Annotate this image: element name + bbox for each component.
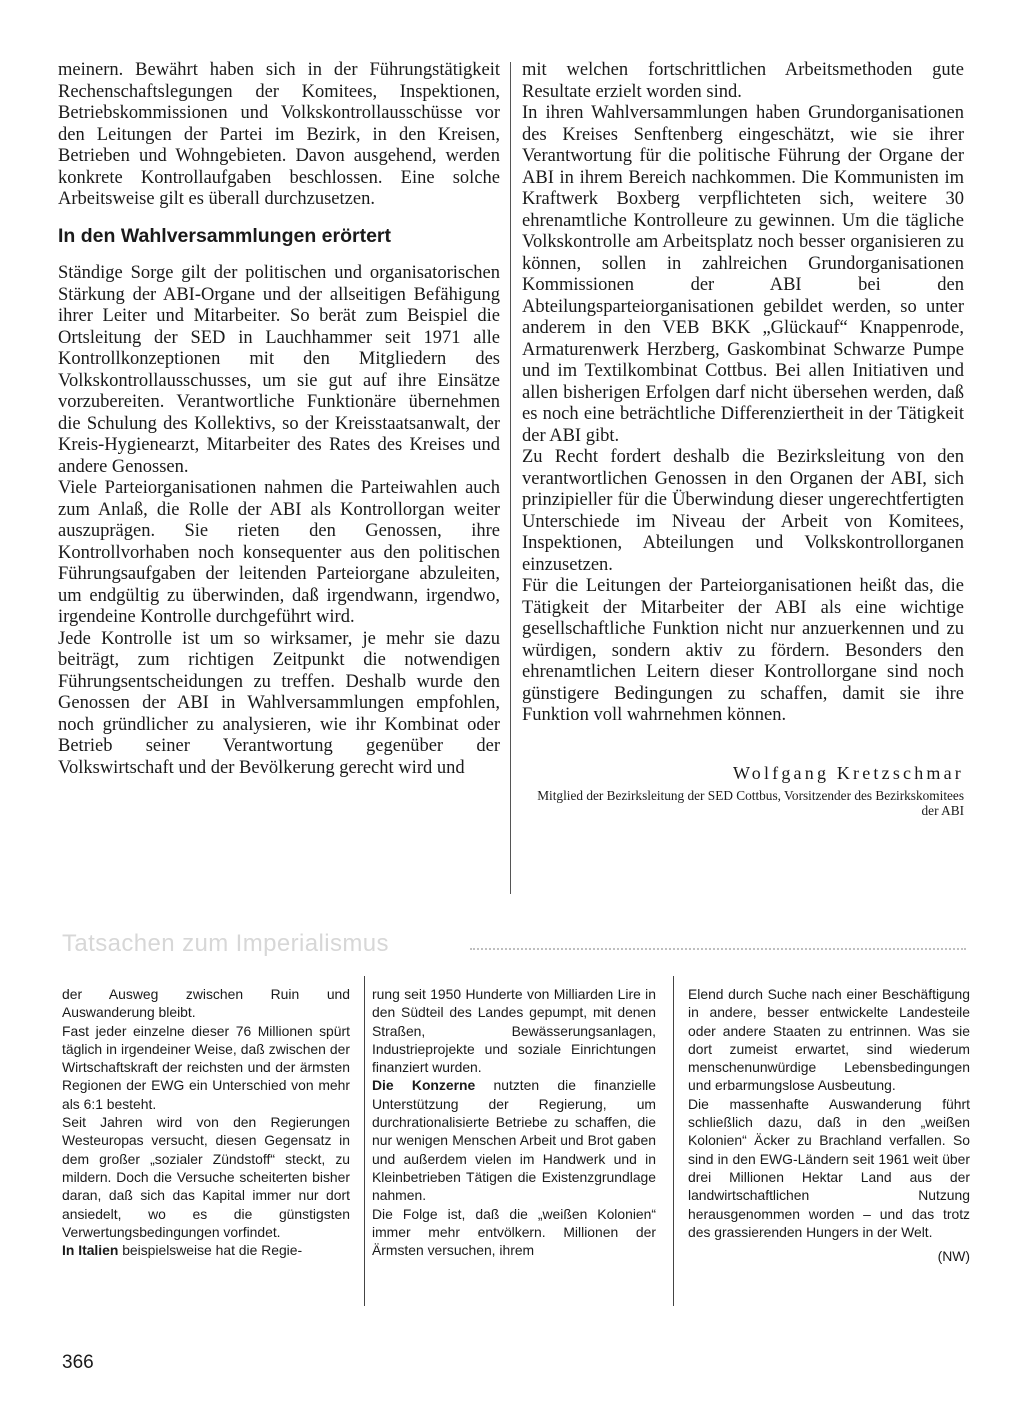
paragraph-text: beispielsweise hat die Regie- [118, 1242, 303, 1259]
paragraph [62, 1241, 350, 1259]
sidebar-column-1 [62, 985, 350, 1259]
paragraph-text: nutzten die finanzielle Unterstützung der Regierung, um durchrationalisierte Betriebe zu schaffen, die nur wenigen Menschen Arbeit und Brot gaben und außerdem vielen im Handwerk und in Kleinbetrieben Tätigen die Existenzgrundlage nahmen. [372, 1077, 656, 1204]
article-right-column [522, 60, 964, 818]
source-tag: (NW) [937, 1248, 970, 1265]
paragraph: rung seit 1950 Hunderte von Milliarden Lire in den Südteil des Landes gepumpt, mit denen Straßen, Bewässerungsanlagen, Industrieprojekte und soziale Einrichtungen finanziert wurden. [372, 986, 656, 1076]
paragraph: Die massenhafte Auswanderung führt schließlich dazu, daß in den „weißen Kolonien“ Äcker zu Brachland verfallen. So sind in den EWG-Ländern seit 1961 weit über drei Millionen Hektar Land aus der landwirtschaftlichen Nutzung herausgenommen worden – und das trotz des grassierenden Hungers in der Welt. [688, 1095, 970, 1240]
heading-rule [470, 948, 966, 950]
sidebar-column-3 [688, 985, 970, 1265]
column-divider [510, 62, 511, 894]
paragraph: Viele Parteiorganisationen nahmen die Parteiwahlen auch zum Anlaß, die Rolle der ABI als Kontrollorgan weiter auszuprägen. Sie rieten den Genossen, ihre Kontrollvorhaben noch konsequenter aus den politischen Führungsaufgaben der leitenden Parteiorgane abzuleiten, um endgültig zu überwinden, daß irgendwann, irgendwo, irgendeine Kontrolle durchgeführt wird. [58, 478, 500, 627]
paragraph: Für die Leitungen der Parteiorganisationen heißt das, die Tätigkeit der Mitarbeiter der ABI als eine wichtige gesellschaftliche Funktion nicht nur anzuerkennen und zu würdigen, sondern aktiv zu fördern. Besonders den ehrenamtlichen Leitern dieser Kontrollorgane sind noch günstigere Bedingungen zu schaffen, damit sie ihre Funktion voll wahrnehmen können. [522, 576, 964, 725]
paragraph: Ständige Sorge gilt der politischen und organisatorischen Stärkung der ABI-Organe und der allseitigen Befähigung ihrer Leiter und Mitarbeiter. So berät zum Beispiel die Ortsleitung der SED in Lauchhammer seit 1971 alle Kontrollkonzeptionen mit den Mitgliedern des Volkskontrollausschusses, um sie gut auf ihre Einsätze vorzubereiten. Verantwortliche Funktionäre übernehmen die Schulung des Kollektivs, so der Kreisstaatsanwalt, der Kreis-Hygienearzt, Mitarbeiter des Rates des Kreises und andere Genossen. [58, 263, 500, 477]
paragraph: Seit Jahren wird von den Regierungen Westeuropas versucht, diesen Gegensatz in dem großer „sozialer Zündstoff“ steckt, zu mildern. Doch die Versuche scheiterten bisher daran, daß sich das Kapital immer nur dort ansiedelt, wo es die günstigsten Verwertungsbedingungen vorfindet. [62, 1114, 350, 1240]
sidebar-column-2 [372, 985, 656, 1259]
paragraph [372, 1076, 656, 1204]
page-number: 366 [62, 1352, 94, 1373]
author-name: Wolfgang Kretzschmar [733, 762, 964, 783]
section-heading: In den Wahlversammlungen erörtert [58, 224, 392, 247]
article-left-column [58, 60, 500, 779]
paragraph: mit welchen fortschrittlichen Arbeitsmethoden gute Resultate erzielt worden sind. [522, 60, 964, 102]
paragraph: Fast jeder einzelne dieser 76 Millionen spürt täglich in irgendeiner Weise, daß zwischen der Wirtschaftskraft der reichsten und der ärmsten Regionen der EWG ein Unterschied von mehr als 6:1 besteht. [62, 1022, 350, 1112]
paragraph: der Ausweg zwischen Ruin und Auswanderung bleibt. [62, 986, 350, 1021]
column-divider [364, 976, 365, 1306]
paragraph: Die Folge ist, daß die „weißen Kolonien“ immer mehr entvölkern. Millionen der Ärmsten versuchen, ihrem [372, 1205, 656, 1259]
bold-lead: In Italien [62, 1242, 119, 1259]
paragraph: In ihren Wahlversammlungen haben Grundorganisationen des Kreises Senftenberg eingeschätzt, wie sie ihrer Verantwortung für die politische Führung der Organe der ABI in ihrem Bereich nachkommen. Die Kommunisten im Kraftwerk Boxberg verpflichteten sich, weitere 30 ehrenamtliche Kontrolleure zu gewinnen. Um die tägliche Volkskontrolle am Arbeitsplatz noch besser organisieren zu können, sollen in zahlreichen Grundorganisationen Kommissionen der ABI bei den Abteilungsparteiorganisationen gebildet werden, so unter anderem in den VEB BKK „Glückauf“ Knappenrode, Armaturenwerk Herzberg, Gaskombinat Schwarze Pumpe und im Textilkombinat Cottbus. Bei allen Initiativen und allen bisherigen Erfolgen darf nicht übersehen werden, daß es noch eine beträchtliche Differenziertheit in der Tätigkeit der ABI gibt. [522, 103, 964, 446]
paragraph: Elend durch Suche nach einer Beschäftigung in andere, besser entwickelte Landesteile oder andere Staaten zu entrinnen. Was sie dort zumeist erwartet, sind wiederum menschenunwürdige Lebensbedingungen und erbarmungslose Ausbeutung. [688, 986, 970, 1094]
bold-lead: Die Konzerne [372, 1077, 476, 1094]
paragraph: meinern. Bewährt haben sich in der Führungstätigkeit Rechenschaftslegungen der Komitees, Inspektionen, Betriebskommissionen und Volkskontrollausschüsse vor den Leitungen der Partei im Bezirk, in den Kreisen, Betrieben und Wohngebieten. Davon ausgehend, werden konkrete Kontrollaufgaben beschlossen. Eine solche Arbeitsweise gilt es überall durchzusetzen. [58, 60, 500, 209]
author-role: Mitglied der Bezirksleitung der SED Cottbus, Vorsitzender des Bezirkskomitees der ABI [537, 788, 964, 818]
paragraph: Jede Kontrolle ist um so wirksamer, je mehr sie dazu beiträgt, zum richtigen Zeitpunkt die notwendigen Führungsentscheidungen zu treffen. Deshalb wurde den Genossen der ABI in Wahlversammlungen empfohlen, noch gründlicher zu analysieren, wie ihr Kombinat oder Betrieb seiner Verantwortung gegenüber der Volkswirtschaft und der Bevölkerung gerecht wird und [58, 628, 500, 778]
paragraph: Zu Recht fordert deshalb die Bezirksleitung von den verantwortlichen Genossen in den Organen der ABI, sich prinzipieller für die Überwindung dieser ungerechtfertigten Unterschiede im Niveau der Arbeit von Komitees, Inspektionen, Abteilungen und Volkskontrollorganen einzusetzen. [522, 447, 964, 575]
column-divider [673, 976, 674, 1306]
sidebar-heading: Tatsachen zum Imperialismus [62, 930, 389, 957]
